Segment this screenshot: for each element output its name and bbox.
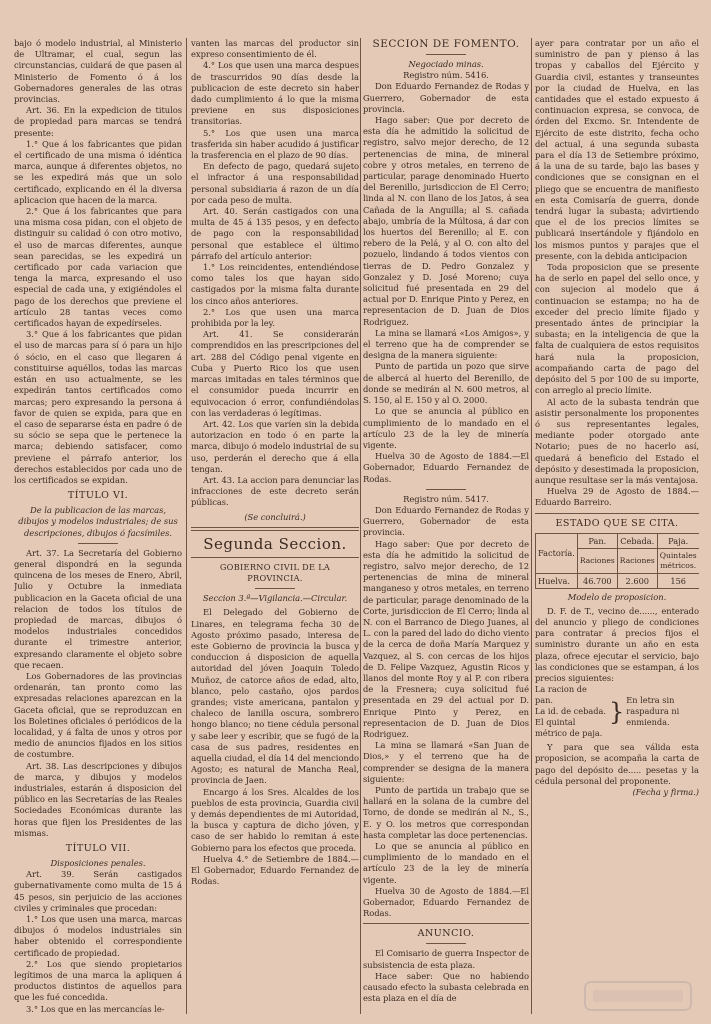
paragraph: En defecto de pago, quedará sujeto el infractor á una responsabilidad personal subsidiaria á razon de un día por cada peso de multa. bbox=[191, 161, 359, 205]
brace-item: La racion de pan. bbox=[535, 684, 587, 706]
article-37: Art. 37. La Secretaría del Gobierno general dispondrá en la segunda quincena de los meses de Enero, Abril, Julio y Octubre la inmediata publicacion en la Gaceta oficial de una relacion de todos los títulos de propiedad de marcas, dibujos ó modelos industriales concedidos durante el trimestre anterior, expresando claramente el objeto sobre que recaen. bbox=[14, 547, 182, 670]
paragraph: 1.° Los reincidentes, entendiéndose como tales los que hayan sido castigados por la misma falta durante los cinco años anteriores. bbox=[191, 262, 359, 306]
title-vi-subtitle: De la publicacion de las marcas, dibujos y modelos industriales; de sus descripciones, dibujos ó facsímiles. bbox=[18, 505, 178, 538]
date-signature-note: (Fecha y firma.) bbox=[632, 786, 699, 797]
divider bbox=[426, 943, 466, 944]
paragraph: 3.° Los que en las mercancías le- bbox=[26, 1003, 165, 1014]
paragraph: Toda proposicion que se presente ha de serlo en papel del sello once, y con sujecion al modelo que á continuacion se estampa; no ha de exceder del precio límite fijado y presentado ántes de principiar la subasta; en la inteligencia de que la falta de cualquiera de estos requisitos hará nula la proposicion, acompañando carta de pago del depósito del 5 por 100 de su importe, con arreglo al precio límite. bbox=[535, 262, 699, 396]
paragraph: Punto de partida un trabajo que se hallará en la solana de la cumbre del Torno, de donde se medirán al N., S., E. y O. los metros que correspondan hasta completar las doce pertenencias. bbox=[363, 785, 529, 840]
registry-number: Registro núm. 5416. bbox=[403, 70, 489, 81]
paragraph: Al acto de la subasta tendrán que asistir personalmente los proponentes ó sus representantes legales, mediante poder otorgado ante Notario; pues de no hacerlo así, quedará á beneficio del Estado el depósito y desestimada la proposicion, aunque resultase ser la más ventajosa. bbox=[535, 396, 699, 485]
divider bbox=[78, 543, 118, 544]
paragraph: 5.° Los que usen una marca trasferida sin haber acudido á justificar la trasferencia en el plazo de 90 días. bbox=[191, 127, 359, 161]
anuncio-heading: ANUNCIO. bbox=[417, 928, 475, 940]
column-4 bbox=[535, 38, 699, 1016]
estado-heading: ESTADO QUE SE CITA. bbox=[555, 517, 679, 529]
table-cell: 156 bbox=[657, 573, 699, 588]
title-vii-subtitle: Disposiciones penales. bbox=[50, 858, 146, 869]
table-cell: 46.700 bbox=[577, 573, 617, 588]
divider bbox=[255, 588, 295, 589]
table-header-paja: Paja. bbox=[657, 533, 699, 548]
table-row-header: Factoría. bbox=[536, 533, 578, 573]
section-heading: SECCION DE FOMENTO. bbox=[372, 38, 520, 50]
modelo-heading: Modelo de proposicion. bbox=[567, 591, 667, 602]
paragraph: Punto de partida un pozo que sirve de albercá al huerto del Berenillo, de donde se medirán al N. 600 metros, al S. 150, al E. 150 y al O. 2000. bbox=[363, 361, 529, 406]
title-vi: TÍTULO VI. bbox=[67, 490, 129, 502]
brace-left bbox=[535, 684, 607, 739]
paragraph: vanten las marcas del productor sin expreso consentimiento de él. bbox=[191, 38, 359, 60]
paragraph: Y para que sea válida esta proposicion, se acompaña la carta de pago del depósito de..... pesetas y la cédula personal del proponente. bbox=[535, 742, 699, 786]
paragraph: bajo ó modelo industrial, al Ministerio de Ultramar, el cual, segun las circunstancias, cuidará de que pasen al Ministerio de Fomento ó á los Gobernadores generales de las otras provincias. bbox=[14, 38, 182, 105]
paragraph: Hace saber: Que no habiendo causado efecto la subasta celebrada en esta plaza en el día de bbox=[363, 970, 529, 1004]
gobierno-heading: GOBIERNO CIVIL DE LA PROVINCIA. bbox=[219, 561, 331, 583]
brace-item: La id. de cebada. bbox=[535, 706, 606, 717]
price-brace bbox=[535, 684, 699, 739]
brace-item: El quintal métrico de paja. bbox=[535, 717, 603, 739]
paragraph: 3.° Que á los fabricantes que pidan el uso de marcas para sí ó para un hijo ó sócio, en el caso que llegaren á constituirse aquéllos, todas las marcas están en uso actualmente, se les expedirán tantos certificados como marcas; pero expresando la persona á favor de quien se expida, para que en el caso de separarse ésta en padre ó de su sócio se sepa que le pertenece la marca; debiendo satisfacer, como previene el párrafo anterior, los derechos establecidos por cada uno de los certificados se expidan. bbox=[14, 329, 182, 485]
section-title: Segunda Seccion. bbox=[203, 534, 347, 553]
signature: Huelva 30 de Agosto de 1884.—El Gobernador, Eduardo Fernandez de Rodas. bbox=[363, 885, 529, 919]
article-36: Art. 36. En la expedicion de titulos de propiedad para marcas se tendrá presente: bbox=[14, 105, 182, 138]
article-42: Art. 42. Los que varíen sin la debida autorizacion en todo ó en parte la marca, dibujo ó modelo industrial de su uso, perderán el derecho que á ella tengan. bbox=[191, 418, 359, 474]
paragraph: Los Gobernadores de las provincias ordenarán, tan pronto como las expresadas relaciones aparezcan en la Gaceta oficial, que se reproduzcan en los Boletines oficiales ó periódicos de la localidad, y á falta de unos y otros por medio de anuncios fijados en los sitios de costumbre. bbox=[14, 670, 182, 760]
paragraph: La mina se llamará «Los Amigos», y el terreno que ha de comprender se designa de la manera siguiente: bbox=[363, 327, 529, 361]
column-2 bbox=[191, 38, 359, 1016]
table-cell-city: Huelva. bbox=[536, 573, 578, 588]
paragraph: 4.° Los que usen una marca despues de trascurridos 90 días desde la publicacion de este decreto sin haber dado cumplimiento á lo que la misma previene en sus disposiciones transitorias. bbox=[191, 60, 359, 127]
table-unit: Raciones bbox=[577, 548, 617, 573]
table-header-pan: Pan. bbox=[577, 533, 617, 548]
signature: Huelva 29 de Agosto de 1884.—Eduardo Barreiro. bbox=[535, 486, 699, 508]
column-rule bbox=[186, 38, 187, 1014]
article-41: Art. 41. Se considerarán comprendidos en las prescripciones del art. 288 del Código penal vigente en Cuba y Puerto Rico los que usen marcas imitadas en tales términos que el consumidor pueda incurrir en equivocacion ó error, confundiéndolas con las verdaderas ó legítimas. bbox=[191, 329, 359, 418]
column-rule bbox=[531, 38, 532, 1014]
paragraph: 2.° Que á los fabricantes que para una misma cosa pidan, con el objeto de distinguir su calidad ó con otro motivo, el uso de marcas diferentes, aunque sean parecidas, se les expedirá un certificado por cada variacion que tenga la marca, expresando el uso especial de cada una, y exigiéndoles el pago de los derechos que previene el artículo 28 tantas veces como certificados hayan de expedírseles. bbox=[14, 206, 182, 329]
paragraph: 2.° Los que usen una marca prohibida por la ley. bbox=[191, 306, 359, 329]
paragraph: 2.° Los que siendo propietarios legítimos de una marca la apliquen á productos distintos de aquellos para que les fué concedida. bbox=[14, 958, 182, 1003]
article-39: Art. 39. Serán castigados gubernativamente como multa de 15 á 45 pesos, sin perjuicio de las acciones civiles y criminales que procedan: bbox=[14, 869, 182, 913]
article-43: Art. 43. La accion para denunciar las infracciones de este decreto serán públicas. bbox=[191, 474, 359, 508]
divider bbox=[426, 54, 466, 55]
signature: Huelva 30 de Agosto de 1884.—El Gobernador, Eduardo Fernandez de Rodas. bbox=[363, 451, 529, 484]
paragraph: Encargo á los Sres. Alcaldes de los pueblos de esta provincia, Guardia civil y demás dependientes de mi Autoridad, la busca y captura de dicho jóven, y caso de ser habido lo remitan á este Gobierno para los efectos que proceda. bbox=[191, 786, 359, 853]
subsection-heading: Negociado minas. bbox=[408, 59, 484, 69]
library-watermark bbox=[583, 976, 693, 1016]
paragraph: El Delegado del Gobierno de Linares, en telegrama fecha 30 de Agosto próximo pasado, interesa de este Gobierno de provincia la busca y conduccion á disposicion de aquella autoridad del jóven Joaquin Toledo Muñoz, de catorce años de edad, alto, blanco, pelo castaño, ojos pardos grandes; viste americana, pantalon y chaleco de lanilla oscura, sombrero hongo blanco; no tiene cédula personal y sabe leer y escribir, que se fugó de la casa de sus padres, residentes en aquella ciudad, el día 14 del menciondo Agosto; es natural de Mancha Real, provincia de Jaen. bbox=[191, 607, 359, 786]
divider bbox=[191, 527, 359, 531]
article-38: Art. 38. Las descripciones y dibujos de marca, y dibujos y modelos industriales, estarán á disposicion del público en las Secretarías de las Reales Sociedades Económicas durante las horas que fijen los Presidentes de las mismas. bbox=[14, 760, 182, 838]
column-1 bbox=[14, 38, 182, 1016]
article-40: Art. 40. Serán castigados con una multa de 45 á 135 pesos, y en defecto de pago con la responsabilidad personal que establece el último párrafo del artículo anterior: bbox=[191, 206, 359, 261]
paragraph: Lo que se anuncia al público en cumplimiento de lo mandado en el artículo 23 de la ley de minería vigente. bbox=[363, 841, 529, 885]
divider bbox=[535, 513, 699, 514]
title-vii: TÍTULO VII. bbox=[65, 843, 131, 855]
paragraph: Lo que se anuncia al público en cumplimiento de lo mandado en el artículo 23 de la ley de minería vigente. bbox=[363, 406, 529, 450]
to-be-continued: (Se concluirá.) bbox=[244, 511, 306, 522]
table-unit: Quintales métricos. bbox=[657, 548, 699, 573]
table-unit: Raciones bbox=[617, 548, 657, 573]
brace-bracket: } bbox=[609, 697, 625, 726]
divider bbox=[363, 923, 529, 924]
column-3 bbox=[363, 38, 529, 1016]
paragraph: La mina se llamará «San Juan de Dios,» y el terreno que ha de comprender se designa de la manera siguiente: bbox=[363, 740, 529, 784]
paragraph: Don Eduardo Fernandez de Rodas y Guerrero, Gobernador de esta provincia. bbox=[363, 504, 529, 538]
paragraph: ayer para contratar por un año el suministro de pan y pienso á las tropas y caballos del Ejército y Guardia civil, estantes y transeuntes por la ciudad de Huelva, en las cantidades que el estado expuesto á continuacion expresa, se convoca, de órden del Excmo. Sr. Intendente de Ejército de este distrito, fecha ocho del actual, á una segunda subasta para el día 13 de Setiembre próximo, á la una de su tarde, bajo las bases y condiciones que se consignan en el pliego que se encuentra de manifiesto en esta Comisaría de guerra, donde tendrá lugar la subasta; advirtiendo que el de los precios límites se publicará insertándole y fijándolo en los mismos puntos y parajes que el presente, con la debida anticipacion bbox=[535, 38, 699, 261]
paragraph: D. F. de T., vecino de......, enterado del anuncio y pliego de condiciones para contratar á precios fijos el suministro durante un año en esta plaza, ofrece ejecutar el servicio, bajo las condiciones que se estampan, á los precios siguientes: bbox=[535, 605, 699, 683]
table-header-cebada: Cebada. bbox=[617, 533, 657, 548]
paragraph: Hago saber: Que por decreto de esta día he admitido la solicitud de registro, salvo mejor derecho, de 12 pertenencias de mina de mineral manganeso y otros metales, en terreno de particular, parage denominado de la Corte, jurisdiccion de El Cerro; linda al N. con el Barranco de Diego Juanes, al L. con la pared del lado do dicho viento de la cerca de doña María Marquez y Vazquez, al S. con cercas de los hijos de D. Felipe Vazquez, Agustin Ricos y llanos del monte Roy y al P. con ribera de la Fresnera; cuya solicitud fué presentada en 29 del actual por D. Enrique Pinto y Perez, en representacion de D. Juan de Dios Rodriguez. bbox=[363, 538, 529, 739]
signature: Huelva 4.° de Setiembre de 1884.—El Gobernador, Eduardo Fernandez de Rodas. bbox=[191, 853, 359, 887]
price-table bbox=[535, 533, 699, 589]
column-rule bbox=[360, 38, 361, 1014]
registry-number: Registro núm. 5417. bbox=[403, 493, 489, 504]
paragraph: Hago saber: Que por decreto de esta día he admitido la solicitud de registro, salvo mejor derecho, de 12 pertenencias de mina, de mineral cobre y otros metales, en terreno de particular, parage denominado Huerto del Berenillo, jurisdiccion de El Cerro; linda al N. con llano de los Jatos, á sea Cañada de la Anguilla; al S. cañada abajo, umbría de la Múltosa, á dar con los huertos del Berenillo; al E. con rebero de la Pelá, y al O. con alto del pozuelo, lindando á todos vientos con tierras de D. Pedro Gonzalez y Gonzalez y D. José Moreno; cuya solicitud fué presentada en 29 del actual por D. Enrique Pinto y Perez, en representacion de D. Juan de Dios Rodriguez. bbox=[363, 115, 529, 327]
brace-right: En letra sin raspadura ni enmienda. bbox=[626, 695, 680, 728]
divider bbox=[191, 557, 359, 558]
paragraph: 1.° Que á los fabricantes que pidan el certificado de una misma ó idéntica marca, aunque á diferentes objetos, no se les expedirá más que un solo certificado, explicando en él la diversa aplicacion que hacen de la marca. bbox=[14, 138, 182, 205]
paragraph: El Comisario de guerra Inspector de subsistencia de esta plaza. bbox=[363, 948, 529, 970]
circular-heading: Seccion 3.ª—Vigilancia.—Circular. bbox=[202, 593, 348, 604]
paragraph: Don Eduardo Fernandez de Rodas y Guerrero, Gobernador de esta provincia. bbox=[363, 81, 529, 114]
paragraph: 1.° Los que usen una marca, marcas dibujos ó modelos industriales sin haber obtenido el correspondiente certificado de propiedad. bbox=[14, 914, 182, 958]
table-cell: 2.600 bbox=[617, 573, 657, 588]
divider bbox=[426, 489, 466, 490]
